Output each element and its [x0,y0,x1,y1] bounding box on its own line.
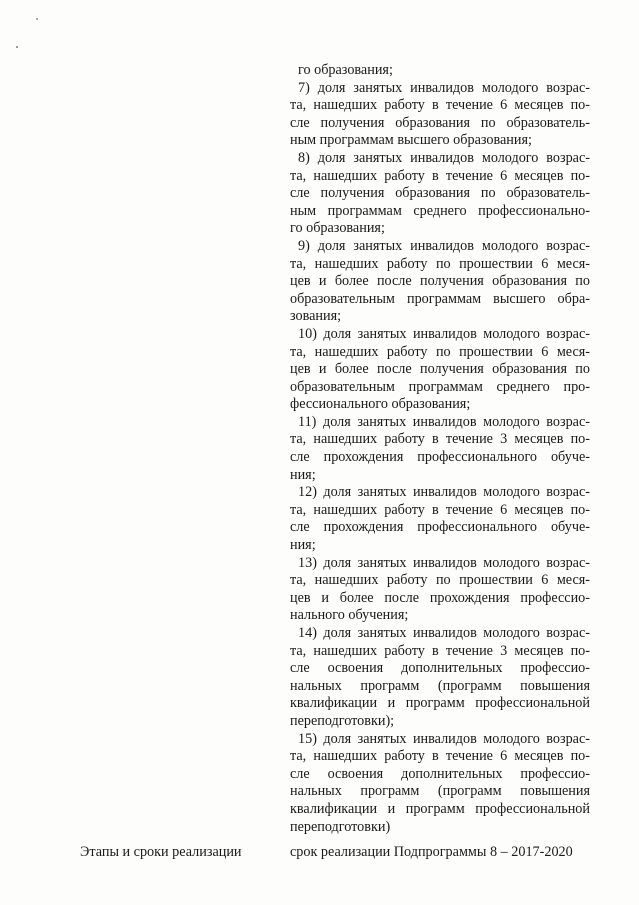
list-item-9 [290,238,590,326]
lead-line [290,62,590,80]
list-line: сле освоения дополнительных профессио- [290,660,590,677]
list-line: ным программам высшего образования; [290,132,532,149]
indicators-list [290,62,590,836]
list-line: 15) доля занятых инвалидов молодого возрас- [298,730,590,747]
list-line: та, нашедших работу по прошествии 6 меся- [290,255,590,272]
list-item-15 [290,731,590,837]
list-line: 9) доля занятых инвалидов молодого возрас- [298,237,590,254]
list-line: образовательным программам среднего про- [290,378,590,395]
list-line: переподготовки) [290,818,391,835]
list-item-14 [290,625,590,731]
list-line: та, нашедших работу в течение 3 месяцев по- [290,642,590,659]
list-line: сле получения образования по образователь- [290,185,590,202]
list-line: квалификации и программ профессиональной [290,695,590,712]
scan-speck [36,18,38,20]
list-line: 7) доля занятых инвалидов молодого возрас- [298,79,590,96]
list-item-13 [290,555,590,625]
list-line: 12) доля занятых инвалидов молодого возрас- [298,484,590,501]
list-line: цев и более после получения образования по [290,361,590,378]
list-item-8 [290,150,590,238]
list-line: ния; [290,466,316,483]
list-line: образовательным программам высшего обра- [290,290,590,307]
list-line: сле освоения дополнительных профессио- [290,765,590,782]
list-item-11 [290,414,590,484]
list-line: 14) доля занятых инвалидов молодого возрас- [298,625,590,641]
list-line: го образования; [290,220,385,237]
list-item-10 [290,326,590,414]
scan-speck [16,46,18,48]
list-item-7 [290,80,590,150]
list-line: та, нашедших работу в течение 3 месяцев по- [290,431,590,448]
list-line: фессионального образования; [290,396,471,413]
list-line: сле прохождения профессионального обуче- [290,519,590,536]
list-line: нальных программ (программ повышения [290,677,590,694]
list-line: нальных программ (программ повышения [290,783,590,800]
list-line: переподготовки); [290,712,395,729]
list-line: ния; [290,537,316,554]
list-line: та, нашедших работу в течение 6 месяцев по- [290,97,590,114]
list-line: та, нашедших работу по прошествии 6 меся- [290,343,590,360]
list-line: 10) доля занятых инвалидов молодого возрас- [298,325,590,342]
list-line: та, нашедших работу в течение 6 месяцев по- [290,501,590,518]
list-line: та, нашедших работу в течение 6 месяцев по- [290,748,590,765]
list-line: сле прохождения профессионального обуче- [290,449,590,466]
list-line: 8) доля занятых инвалидов молодого возрас- [298,149,590,166]
list-line: та, нашедших работу по прошествии 6 меся- [290,572,590,589]
row-label-stages: Этапы и сроки реализации [80,844,242,860]
list-line: 13) доля занятых инвалидов молодого возрас- [298,554,590,571]
list-line: квалификации и программ профессиональной [290,800,590,817]
list-line: нального обучения; [290,607,409,624]
list-line: ным программам среднего профессионально- [290,202,590,219]
list-line: сле получения образования по образователь- [290,114,590,131]
list-item-12 [290,484,590,554]
list-line: 11) доля занятых инвалидов молодого возрас- [298,413,590,430]
list-line: зования; [290,308,342,325]
list-line: цев и более после прохождения профессио- [290,589,590,606]
list-line: та, нашедших работу в течение 6 месяцев по- [290,167,590,184]
row-value-stages: срок реализации Подпрограммы 8 – 2017-2020 [290,844,573,860]
list-line: го образования; [298,62,393,78]
list-line: цев и более после получения образования по [290,273,590,290]
